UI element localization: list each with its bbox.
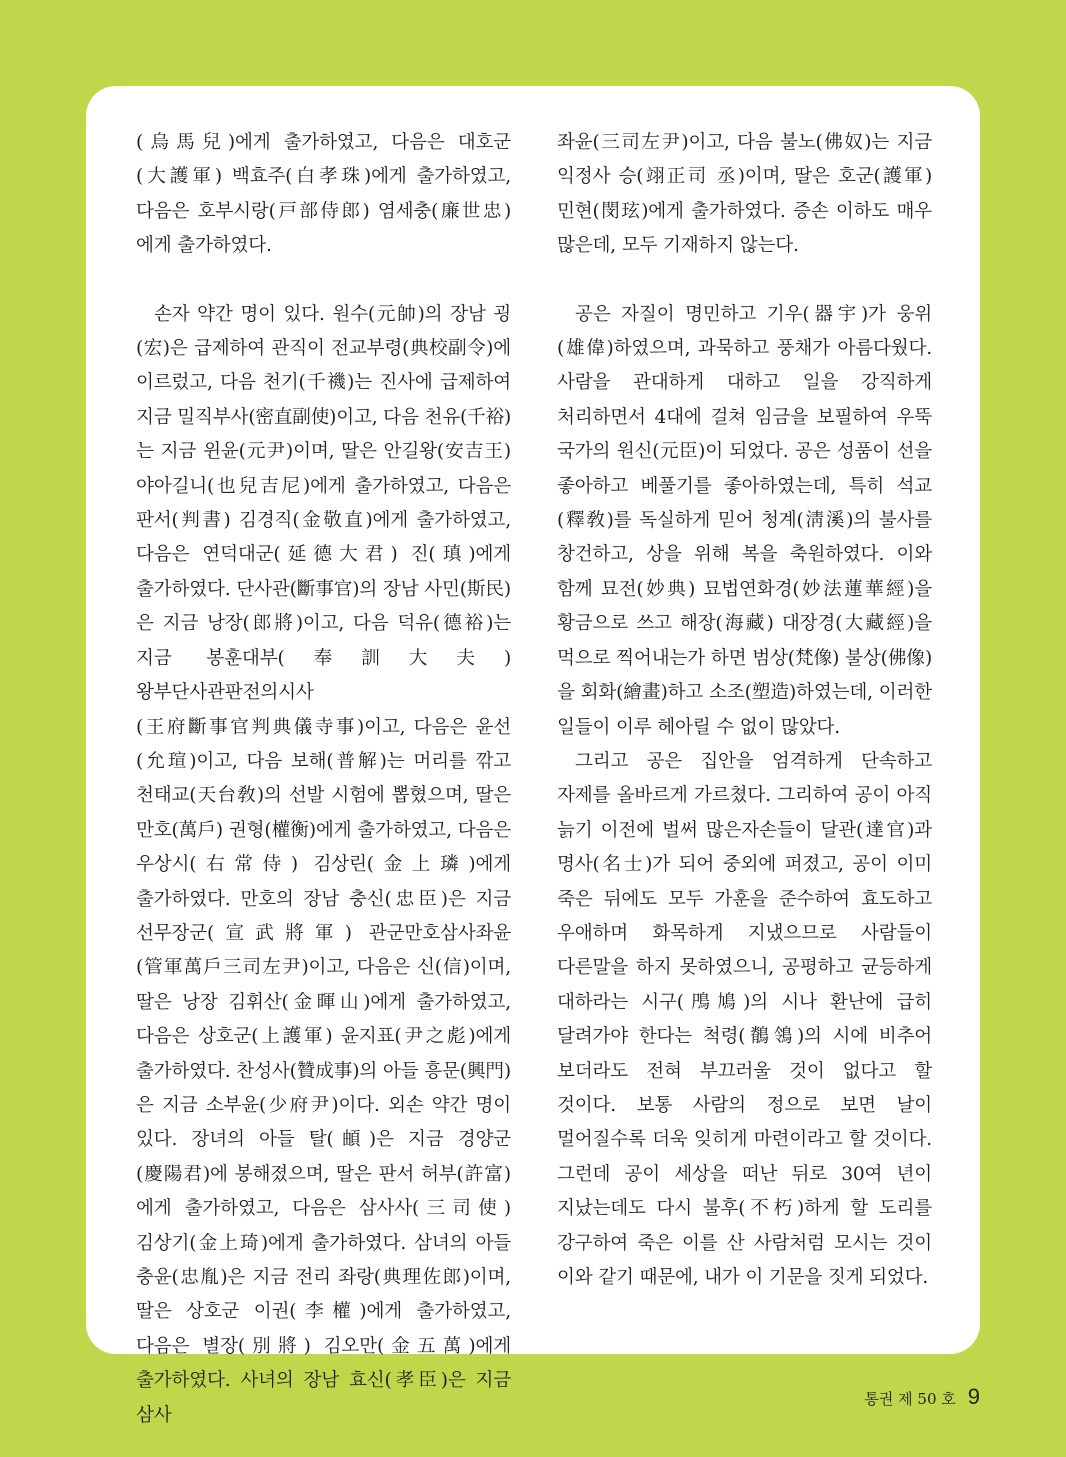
right-paragraph-2: 공은 자질이 명민하고 기우(器宇)가 웅위(雄偉)하였으며, 과묵하고 풍채가 아름다웠다. 사람을 관대하게 대하고 일을 강직하게 처리하면서 4대에 걸쳐 임금을 보필하여 우뚝 국가의 원신(元臣)이 되었다. 공은 성품이 선을 좋아하고 베풀기를 좋아하였는데, 특히 석교(釋敎)를 독실하게 믿어 청계(淸溪)의 불사를 창건하고, 상을 위해 복을 축원하였다. 이와 함께 묘전(妙典) 묘법연화경(妙法蓮華經)을 황금으로 쓰고 해장(海藏) 대장경(大藏經)을 먹으로 찍어내는가 하면 범상(梵像) 불상(佛像)을 회화(繪畫)하고 소조(塑造)하였는데, 이러한 일들이 이루 헤아릴 수 없이 많았다. (557, 303, 932, 738)
right-paragraph-1: 좌윤(三司左尹)이고, 다음 불노(佛奴)는 지금 익정사 승(翊正司 丞)이며, 딸은 호군(護軍) 민현(閔玹)에게 출가하였다. 증손 이하도 매우 많은데, 모두 기재하지 않는다. (557, 132, 932, 257)
left-paragraph-2: 손자 약간 명이 있다. 원수(元帥)의 장남 굉(宏)은 급제하여 관직이 전교부령(典校副令)에 이르렀고, 다음 천기(千禨)는 진사에 급제하여 지금 밀직부사(密直副使)이고, 다음 천유(千裕)는 지금 윈윤(元尹)이며, 딸은 안길왕(安吉王) 야아길니(也兒吉尼)에게 출가하였고, 다음은 판서(判書) 김경직(金敬直)에게 출가하였고, 다음은 연덕대군(延德大君) 진(瑱)에게 출가하였다. 단사관(斷事官)의 장남 사민(斯民)은 지금 낭장(郎將)이고, 다음 덕유(德裕)는 지금 봉훈대부(奉訓大夫) 왕부단사관판전의시사(王府斷事官判典儀寺事)이고, 다음은 윤선(允瑄)이고, 다음 보해(普解)는 머리를 깎고 천태교(天台敎)의 선발 시험에 뽑혔으며, 딸은 만호(萬戶) 권형(權衡)에게 출가하였고, 다음은 우상시(右常侍) 김상린(金上璘)에게 출가하였다. 만호의 장남 충신(忠臣)은 지금 선무장군(宣武將軍) 관군만호삼사좌윤(管軍萬戶三司左尹)이고, 다음은 신(信)이며, 딸은 낭장 김휘산(金暉山)에게 출가하였고, 다음은 상호군(上護軍) 윤지표(尹之彪)에게 출가하였다. 찬성사(贊成事)의 아들 흥문(興門)은 지금 소부윤(少府尹)이다. 외손 약간 명이 있다. 장녀의 아들 탈(頔)은 지금 경양군(慶陽君)에 봉해졌으며, 딸은 판서 허부(許富)에게 출가하였고, 다음은 삼사사(三司使) 김상기(金上琦)에게 출가하였다. 삼녀의 아들 충윤(忠胤)은 지금 전리 좌랑(典理佐郎)이며, 딸은 상호군 이권(李權)에게 출가하였고, 다음은 별장(別將) 김오만(金五萬)에게 출가하였다. 사녀의 장남 효신(孝臣)은 지금 삼사 (136, 303, 511, 1426)
issue-label: 통권 제 50 호 (864, 1390, 956, 1408)
right-column (557, 126, 932, 1295)
left-paragraph-1: (烏馬兒)에게 출가하였고, 다음은 대호군(大護軍) 백효주(白孝珠)에게 출가하였고, 다음은 호부시랑(戸部侍郎) 염세충(廉世忠)에게 출가하였다. (136, 132, 511, 257)
page-footer (864, 1384, 980, 1418)
page-number: 9 (967, 1384, 980, 1409)
left-column (136, 126, 511, 1433)
right-paragraph-3: 그리고 공은 집안을 엄격하게 단속하고 자제를 올바르게 가르쳤다. 그리하여 공이 아직 늙기 이전에 벌써 많은자손들이 달관(達官)과 명사(名士)가 되어 중외에 퍼졌고, 공이 이미 죽은 뒤에도 모두 가훈을 준수하여 효도하고 우애하며 화목하게 지냈으므로 사람들이 다른말을 하지 못하였으니, 공평하고 균등하게 대하라는 시구(鳲鳩)의 시나 환난에 급히 달려가야 한다는 척령(鶺鴒)의 시에 비추어 보더라도 전혀 부끄러울 것이 없다고 할 것이다. 보통 사람의 정으로 보면 날이 멀어질수록 더욱 잊히게 마련이라고 할 것이다. 그런데 공이 세상을 떠난 뒤로 30여 년이 지났는데도 다시 불후(不朽)하게 할 도리를 강구하여 죽은 이를 산 사람처럼 모시는 것이 이와 같기 때문에, 내가 이 기문을 짓게 되었다. (557, 750, 932, 1288)
